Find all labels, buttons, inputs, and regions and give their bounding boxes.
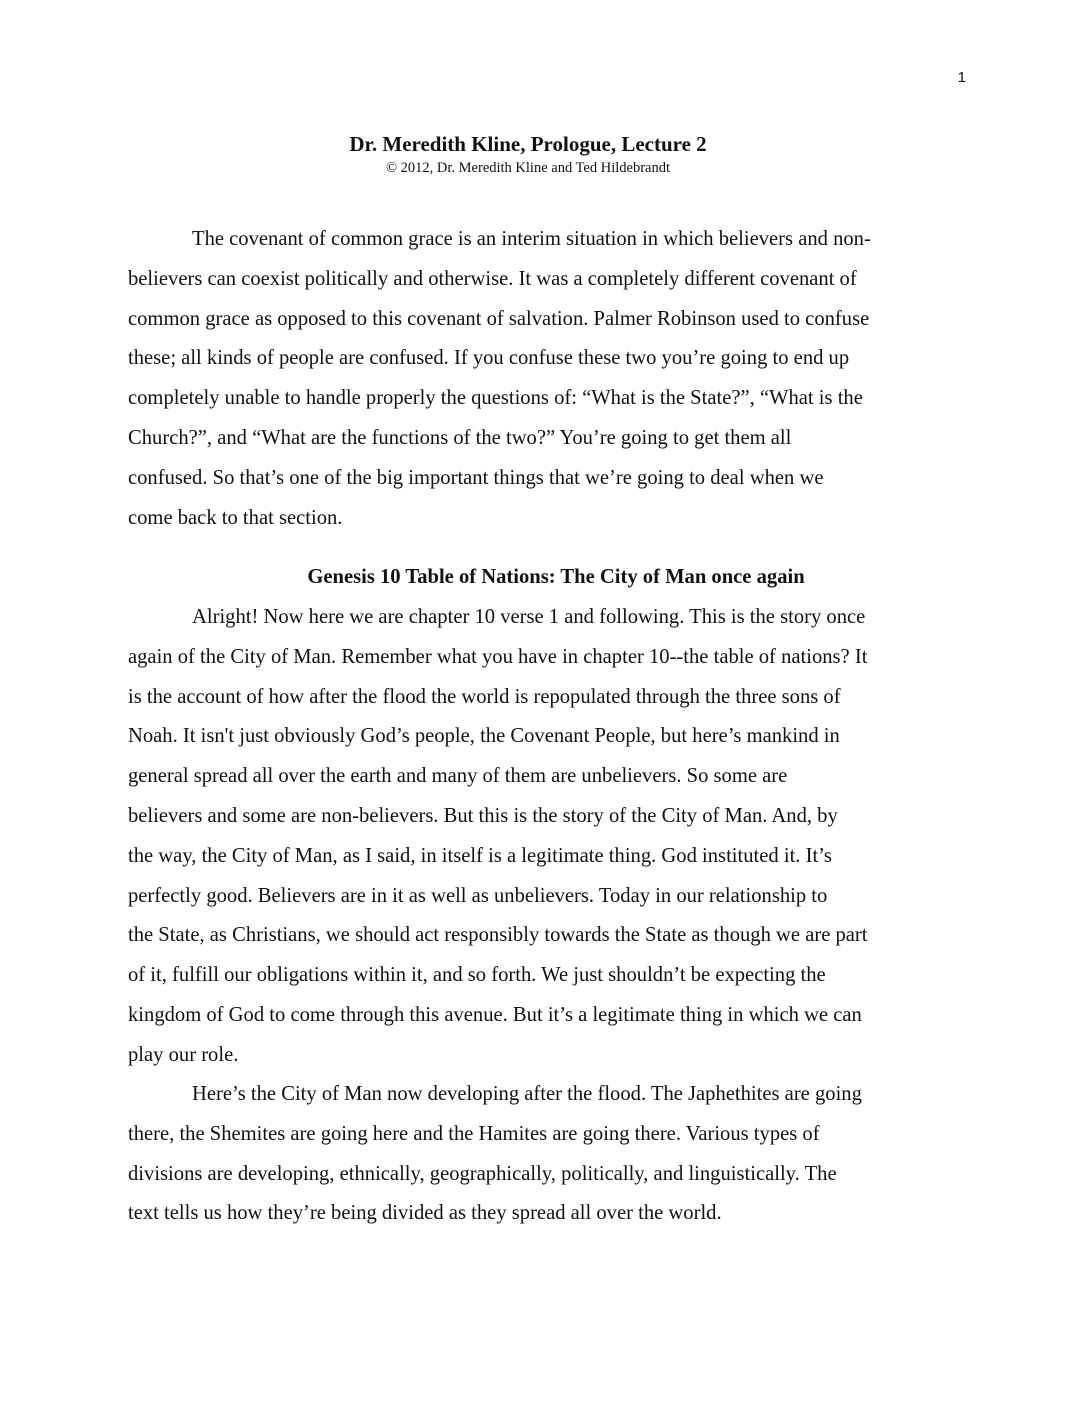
text-line: confused. So that’s one of the big important things that we’re going to deal when we (128, 466, 824, 489)
text-line: the State, as Christians, we should act responsibly towards the State as though we are part (128, 924, 868, 947)
document-title: Dr. Meredith Kline, Prologue, Lecture 2 (349, 132, 707, 156)
page-number: 1 (957, 69, 966, 86)
section-heading: Genesis 10 Table of Nations: The City of Man once again (307, 566, 805, 588)
text-line: there, the Shemites are going here and the Hamites are going there. Various types of (128, 1122, 820, 1145)
text-line: Church?”, and “What are the functions of the two?” You’re going to get them all (128, 426, 792, 449)
text-line: the way, the City of Man, as I said, in itself is a legitimate thing. God instituted it. It’s (128, 844, 832, 867)
text-line: Alright! Now here we are chapter 10 verse 1 and following. This is the story once (192, 606, 866, 628)
text-line: these; all kinds of people are confused. If you confuse these two you’re going to end up (128, 347, 850, 370)
text-line: believers can coexist politically and otherwise. It was a completely different covenant of (128, 267, 857, 290)
text-line: play our role. (128, 1043, 239, 1066)
text-line: Here’s the City of Man now developing after the flood. The Japhethites are going (192, 1083, 862, 1105)
body-paragraph (128, 1075, 968, 1234)
text-line: perfectly good. Believers are in it as well as unbelievers. Today in our relationship to (128, 884, 828, 907)
intro-paragraph (128, 220, 968, 538)
text-line: text tells us how they’re being divided as they spread all over the world. (128, 1202, 722, 1225)
copyright-notice: © 2012, Dr. Meredith Kline and Ted Hildebrandt (386, 160, 670, 176)
text-line: Noah. It isn't just obviously God’s people, the Covenant People, but here’s mankind in (128, 725, 840, 748)
text-line: divisions are developing, ethnically, geographically, politically, and linguistically. The (128, 1162, 837, 1185)
text-line: kingdom of God to come through this avenue. But it’s a legitimate thing in which we can (128, 1003, 862, 1026)
text-line: believers and some are non-believers. But this is the story of the City of Man. And, by (128, 804, 838, 827)
text-line: common grace as opposed to this covenant of salvation. Palmer Robinson used to confuse (128, 307, 870, 330)
text-line: of it, fulfill our obligations within it, and so forth. We just shouldn’t be expecting the (128, 964, 826, 987)
text-line: is the account of how after the flood the world is repopulated through the three sons of (128, 685, 841, 708)
body-paragraph (128, 598, 968, 1076)
text-line: again of the City of Man. Remember what you have in chapter 10--the table of nations? It (128, 645, 868, 668)
text-line: The covenant of common grace is an interim situation in which believers and non- (192, 228, 871, 250)
text-line: completely unable to handle properly the questions of: “What is the State?”, “What is the (128, 387, 863, 410)
text-line: general spread all over the earth and many of them are unbelievers. So some are (128, 765, 788, 788)
text-line: come back to that section. (128, 506, 343, 529)
